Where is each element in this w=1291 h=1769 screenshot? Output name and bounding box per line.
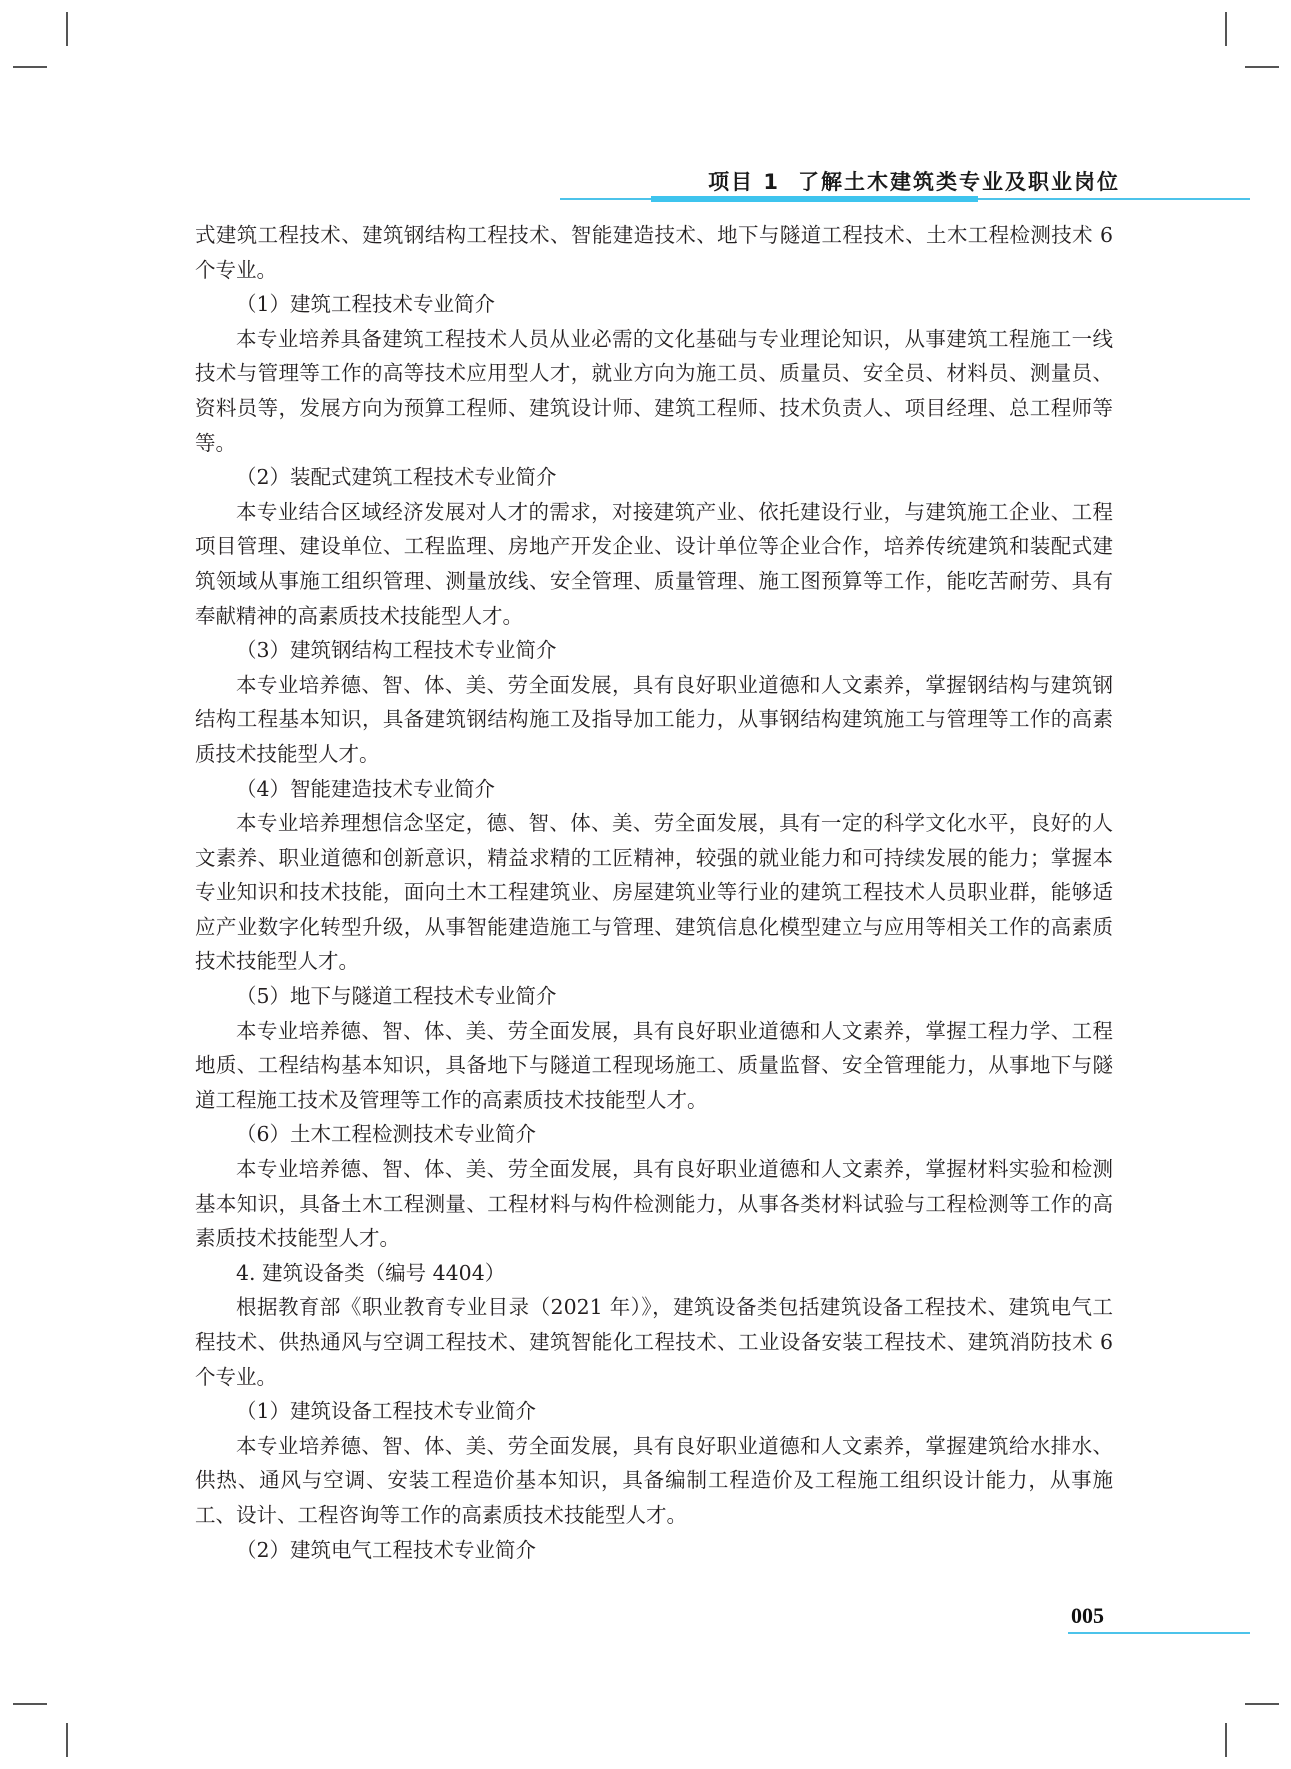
crop-mark-top-left-vertical [66, 12, 68, 46]
page-number: 005 [1071, 1603, 1104, 1628]
subheading: （3）建筑钢结构工程技术专业简介 [236, 638, 557, 663]
crop-mark-bottom-left-horizontal [13, 1703, 47, 1705]
crop-mark-bottom-left-vertical [66, 1723, 68, 1757]
crop-mark-top-right-horizontal [1245, 66, 1279, 68]
body-paragraph: 根据教育部《职业教育专业目录（2021 年）》，建筑设备类包括建筑设备工程技术、建筑电气工程技术、供热通风与空调工程技术、建筑智能化工程技术、工业设备安装工程技术、建筑消防技术 6 个专业。 [195, 1295, 1113, 1389]
subheading: （5）地下与隧道工程技术专业简介 [236, 984, 557, 1009]
running-head-title [708, 166, 1120, 196]
crop-mark-top-right-vertical [1225, 12, 1227, 46]
body-paragraph: 本专业培养具备建筑工程技术人员从业必需的文化基础与专业理论知识，从事建筑工程施工一线技术与管理等工作的高等技术应用型人才，就业方向为施工员、质量员、安全员、材料员、测量员、资料员等，发展方向为预算工程师、建筑设计师、建筑工程师、技术负责人、项目经理、总工程师等等。 [195, 326, 1113, 455]
page-body [195, 218, 1113, 1567]
paragraph-continuation: 式建筑工程技术、建筑钢结构工程技术、智能建造技术、地下与隧道工程技术、土木工程检测技术 6 个专业。 [195, 223, 1113, 282]
body-paragraph: 本专业培养德、智、体、美、劳全面发展，具有良好职业道德和人文素养，掌握材料实验和检测基本知识，具备土木工程测量、工程材料与构件检测能力，从事各类材料试验与工程检测等工作的高素质技术技能型人才。 [195, 1157, 1113, 1251]
section-heading: 4. 建筑设备类（编号 4404） [236, 1260, 506, 1285]
body-paragraph: 本专业培养德、智、体、美、劳全面发展，具有良好职业道德和人文素养，掌握工程力学、工程地质、工程结构基本知识，具备地下与隧道工程现场施工、质量监督、安全管理能力，从事地下与隧道工程施工技术及管理等工作的高素质技术技能型人才。 [195, 1018, 1113, 1112]
crop-mark-bottom-right-horizontal [1245, 1703, 1279, 1705]
body-paragraph: 本专业培养理想信念坚定，德、智、体、美、劳全面发展，具有一定的科学文化水平，良好的人文素养、职业道德和创新意识，精益求精的工匠精神，较强的就业能力和可持续发展的能力；掌握本专业知识和技术技能，面向土木工程建筑业、房屋建筑业等行业的建筑工程技术人员职业群，能够适应产业数字化转型升级，从事智能建造施工与管理、建筑信息化模型建立与应用等相关工作的高素质技术技能型人才。 [195, 811, 1113, 974]
subheading: （6）土木工程检测技术专业简介 [236, 1122, 537, 1147]
body-paragraph: 本专业培养德、智、体、美、劳全面发展，具有良好职业道德和人文素养，掌握钢结构与建筑钢结构工程基本知识，具备建筑钢结构施工及指导加工能力，从事钢结构建筑施工与管理等工作的高素质技术技能型人才。 [195, 672, 1113, 766]
subheading: （2）建筑电气工程技术专业简介 [236, 1537, 537, 1562]
running-head [560, 160, 1250, 200]
body-paragraph: 本专业培养德、智、体、美、劳全面发展，具有良好职业道德和人文素养，掌握建筑给水排水、供热、通风与空调、安装工程造价基本知识，具备编制工程造价及工程施工组织设计能力，从事施工、设计、工程咨询等工作的高素质技术技能型人才。 [195, 1433, 1113, 1527]
subheading: （4）智能建造技术专业简介 [236, 776, 496, 801]
crop-mark-bottom-right-vertical [1225, 1723, 1227, 1757]
body-paragraph: 本专业结合区域经济发展对人才的需求，对接建筑产业、依托建设行业，与建筑施工企业、工程项目管理、建设单位、工程监理、房地产开发企业、设计单位等企业合作，培养传统建筑和装配式建筑领域从事施工组织管理、测量放线、安全管理、质量管理、施工图预算等工作，能吃苦耐劳、具有奉献精神的高素质技术技能型人才。 [195, 499, 1113, 628]
header-accent-bar [651, 196, 978, 202]
subheading: （1）建筑工程技术专业简介 [236, 292, 496, 317]
subheading: （1）建筑设备工程技术专业简介 [236, 1399, 537, 1424]
crop-mark-top-left-horizontal [13, 66, 47, 68]
chapter-title: 了解土木建筑类专业及职业岗位 [798, 170, 1120, 194]
footer-rule-line [1068, 1632, 1250, 1634]
subheading: （2）装配式建筑工程技术专业简介 [236, 465, 557, 490]
project-label: 项目 1 [708, 170, 780, 194]
